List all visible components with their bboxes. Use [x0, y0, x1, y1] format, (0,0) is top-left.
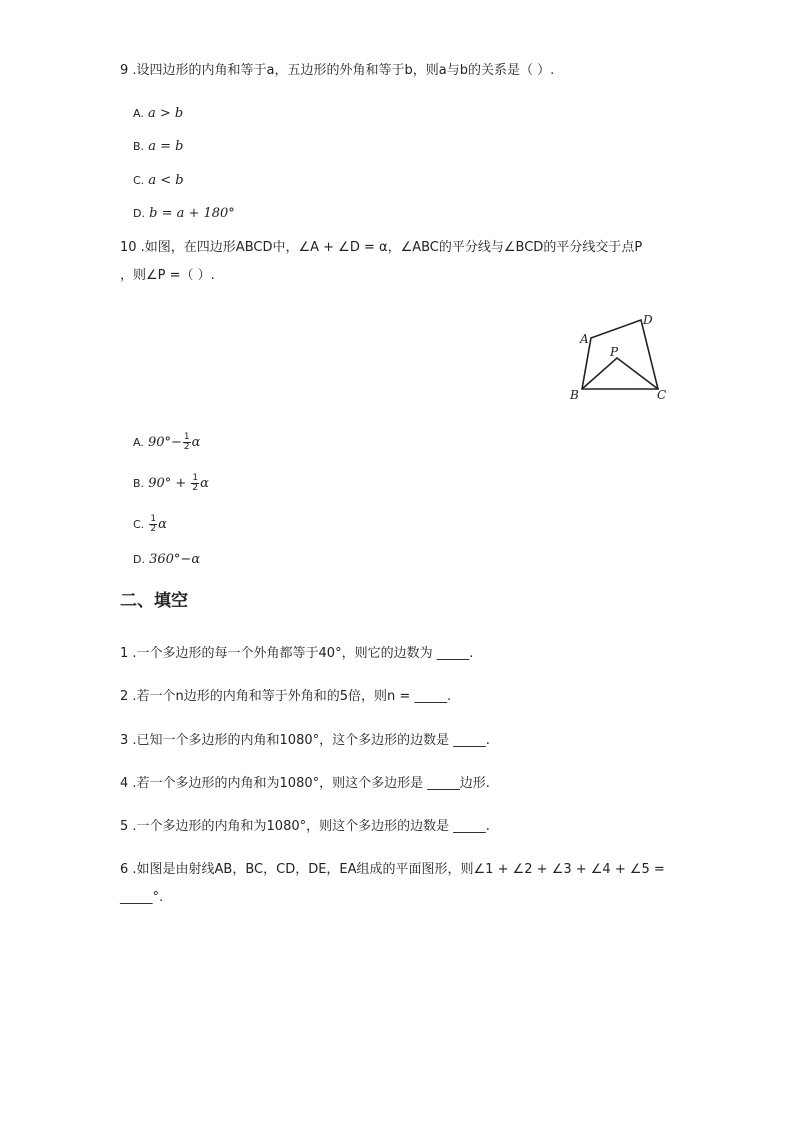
- option-label: C.: [133, 518, 145, 531]
- q10-option-c: [133, 515, 167, 534]
- fraction-numerator: 1: [150, 514, 157, 524]
- option-label: A.: [133, 436, 144, 449]
- option-pre: 90° +: [148, 476, 191, 491]
- option-label: B.: [133, 140, 145, 153]
- fill-question-6-line2: _____°.: [120, 890, 164, 905]
- q10-option-d: [133, 551, 200, 569]
- fraction-denominator: 2: [183, 442, 190, 452]
- option-text: 360°−α: [149, 552, 201, 567]
- fraction-half: [149, 515, 157, 534]
- fraction-half: [183, 433, 191, 452]
- option-post: α: [158, 517, 167, 532]
- option-label: D.: [133, 553, 145, 566]
- q10-option-b: [133, 474, 209, 493]
- option-label: A.: [133, 107, 144, 120]
- label-c: C: [657, 388, 667, 402]
- q9-option-b: [133, 138, 183, 156]
- option-text: b = a + 180°: [149, 206, 235, 221]
- fill-question-3: 3 .已知一个多边形的内角和1080°，这个多边形的边数是 _____.: [120, 733, 490, 748]
- q10-option-a: [133, 433, 200, 452]
- label-a: A: [580, 332, 589, 346]
- fraction-numerator: 1: [183, 432, 190, 442]
- bisector-lines: [582, 358, 658, 389]
- fraction-denominator: 2: [192, 483, 199, 493]
- option-text: a = b: [148, 139, 184, 154]
- fill-question-6: 6 .如图是由射线AB，BC，CD，DE，EA组成的平面图形，则∠1 + ∠2 + ∠3 + ∠4 + ∠5 =: [120, 862, 665, 877]
- q9-stem: 9 .设四边形的内角和等于a，五边形的外角和等于b，则a与b的关系是（ ）.: [120, 63, 555, 78]
- option-label: C.: [133, 174, 145, 187]
- fraction-numerator: 1: [192, 473, 199, 483]
- fill-question-4: 4 .若一个多边形的内角和为1080°，则这个多边形是 _____边形.: [120, 776, 490, 791]
- q9-option-c: [133, 172, 184, 190]
- label-p: P: [610, 345, 619, 359]
- label-d: D: [643, 313, 653, 327]
- quadrilateral-figure: [560, 306, 680, 406]
- option-label: D.: [133, 207, 145, 220]
- q10-stem-line1: 10 .如图，在四边形ABCD中，∠A + ∠D = α，∠ABC的平分线与∠BCD的平分线交于点P: [120, 240, 643, 255]
- q9-option-a: [133, 105, 183, 123]
- option-pre: 90°−: [147, 435, 182, 450]
- option-text: a > b: [147, 106, 184, 121]
- option-post: α: [191, 435, 201, 450]
- fraction-denominator: 2: [150, 524, 157, 534]
- fill-question-5: 5 .一个多边形的内角和为1080°，则这个多边形的边数是 _____.: [120, 819, 490, 834]
- fraction-half: [191, 474, 199, 493]
- fill-question-1: 1 .一个多边形的每一个外角都等于40°，则它的边数为 _____.: [120, 646, 474, 661]
- option-post: α: [200, 476, 209, 491]
- option-label: B.: [133, 477, 145, 490]
- fill-question-2: 2 .若一个n边形的内角和等于外角和的5倍，则n = _____.: [120, 689, 452, 704]
- q10-stem-line2: ，则∠P =（ ）.: [120, 268, 215, 283]
- section-title: 二、填空: [120, 591, 188, 611]
- q9-option-d: [133, 205, 235, 223]
- label-b: B: [570, 388, 579, 402]
- option-text: a < b: [148, 173, 184, 188]
